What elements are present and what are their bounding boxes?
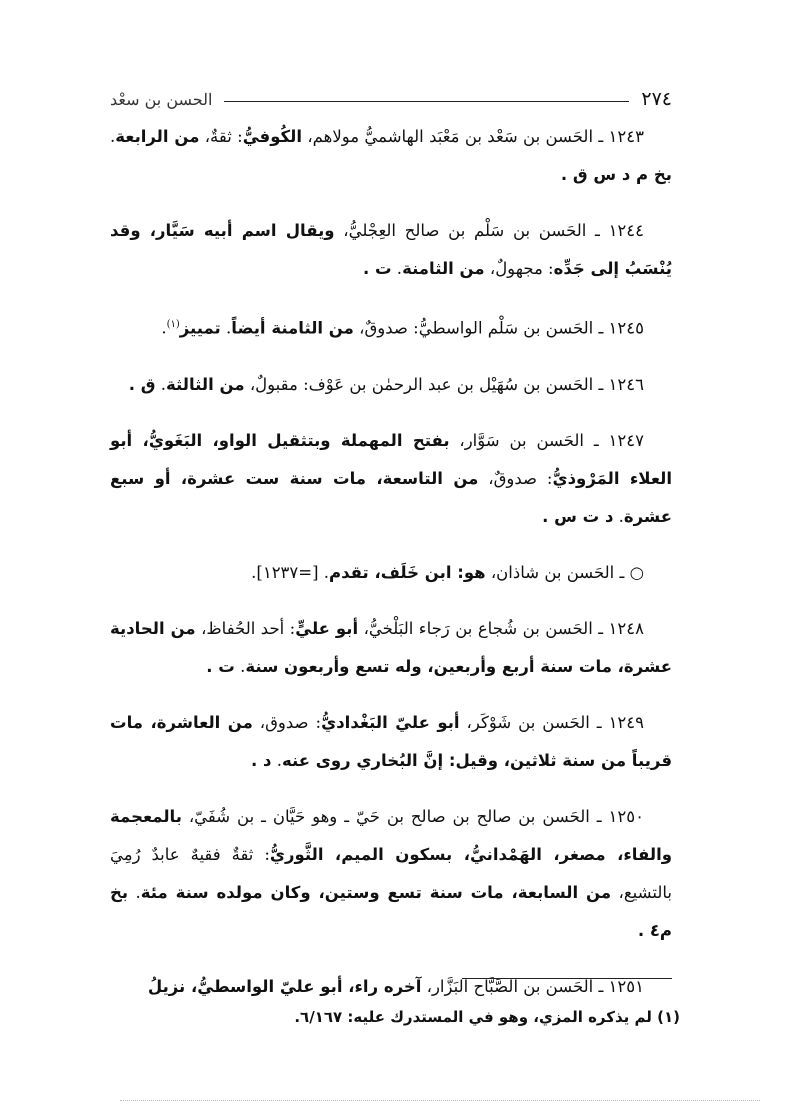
rijal-codes: د . xyxy=(251,750,272,770)
entry-bold: من الحادية عشرة، مات سنة أربع وأربعين، وله تسع وأربعون سنة xyxy=(110,618,672,676)
scan-edge xyxy=(120,1100,760,1111)
entry-1245 xyxy=(110,306,672,348)
entry-text: : صدوق، xyxy=(252,712,322,732)
entry-1248 xyxy=(110,610,672,686)
header-rule xyxy=(224,101,629,102)
entry-text: ١٢٤٦ ـ الحَسن بن سُهَيْل بن عبد الرحمٰن بن عَوْف: مقبولٌ، xyxy=(244,374,644,394)
entry-bold: من الثامنة xyxy=(402,259,485,278)
entry-text: . xyxy=(391,259,403,278)
entry-text: ١٢٤٨ ـ الحَسن بن شُجاع بن رَجاء البَلْخيُّ، xyxy=(358,618,644,638)
entry-bold: من الثامنة أيضاً xyxy=(231,318,354,338)
entry-1246 xyxy=(110,366,672,404)
entry-bold: تمييز xyxy=(179,318,221,338)
entry-text: ١٢٤٩ ـ الحَسن بن شَوْكَر، xyxy=(459,712,645,732)
entry-text: . xyxy=(234,656,246,676)
entries-list xyxy=(110,118,672,1024)
entry-bold: أبو عليٍّ xyxy=(295,618,359,638)
entry-text: ١٢٤٤ ـ الحَسن بن سَلْم بن صالح العِجْليُّ، xyxy=(334,221,645,240)
entry-text: ١٢٥١ ـ الحَسن بن الصَّبَّاح البَزَّار، xyxy=(421,976,644,996)
entry-text: ١٢٤٣ ـ الحَسن بن سَعْد بن مَعْبَد الهاشميُّ مولاهم، xyxy=(302,127,644,146)
rijal-codes: بخ م٤ . xyxy=(110,882,672,940)
entry-1250 xyxy=(110,798,672,950)
footnote-divider xyxy=(462,978,672,979)
entry-text: . xyxy=(271,750,282,770)
entry-bold: من السابعة، مات سنة تسع وستين، وكان مولده سنة مئة xyxy=(140,882,612,902)
rijal-codes: د ت س . xyxy=(542,506,614,526)
entry-text: : ثقةٌ، xyxy=(199,127,243,146)
entry-text: . xyxy=(128,882,141,902)
rijal-codes: ت . xyxy=(206,656,235,676)
footnote-marker: (١) xyxy=(166,319,180,330)
rijal-codes: بخ م د س ق . xyxy=(560,165,672,184)
entry-1243 xyxy=(110,118,672,194)
entry-text: . xyxy=(613,506,624,526)
footnote: (١) لم يذكره المزي، وهو في المستدرك عليه: ٦/١٦٧. xyxy=(294,1008,680,1026)
entry-bold: الكُوفيُّ xyxy=(242,127,303,146)
entry-text: . [=١٢٣٧]. xyxy=(251,562,330,582)
rijal-codes: ت . xyxy=(362,259,392,278)
entry-bold: من الثالثة xyxy=(166,374,245,394)
entry-text: : مجهولٌ، xyxy=(484,259,554,278)
entry-text: . xyxy=(110,127,116,146)
entry-bold: من الرابعة xyxy=(115,127,200,146)
page-number: ٢٧٤ xyxy=(641,88,672,110)
entry-bold: أبو عليّ البَغْداديُّ xyxy=(321,712,460,732)
running-title: الحسن بن سعْد xyxy=(110,89,213,109)
entry-text: . xyxy=(161,318,167,338)
entry-bold: هو: ابن خَلَف، تقدم xyxy=(329,562,486,582)
entry-text: : صدوقٌ، xyxy=(478,468,553,488)
entry-text: : أحد الحُفاظ، xyxy=(195,618,296,638)
entry-text: ١٢٥٠ ـ الحَسن بن صالح بن صالح بن حَيّ ـ وهو حَيَّان ـ بن شُفَيّ، xyxy=(181,806,644,826)
entry-text: . xyxy=(220,318,232,338)
entry-text: ○ ـ الحَسن بن شاذان، xyxy=(485,562,644,582)
entry-text: ١٢٤٧ ـ الحَسن بن سَوَّار، xyxy=(449,430,644,450)
entry-text: ١٢٤٥ ـ الحَسن بن سَلْم الواسطيُّ: صدوقٌ، xyxy=(353,318,644,338)
entry-bold: بفتح المهملة وبتثقيل الواو، البَغَويُّ، أبو العلاء المَرْوذيُّ xyxy=(110,430,672,488)
entry-cross-reference xyxy=(110,554,672,592)
entry-bold: من العاشرة، مات قريباً من سنة ثلاثين، وقيل: إنَّ البُخاري روى عنه xyxy=(110,712,672,770)
page-header xyxy=(110,84,672,114)
entry-1249 xyxy=(110,704,672,780)
entry-1247 xyxy=(110,422,672,536)
entry-bold: بالمعجمة والفاء، مصغر، الهَمْدانيُّ، بسكون الميم، الثَّوريُّ xyxy=(110,806,672,864)
entry-bold: ويقال اسم أبيه سَيَّار، وقد يُنْسَبُ إلى جَدِّه xyxy=(110,221,672,278)
entry-1244 xyxy=(110,212,672,288)
entry-text: . xyxy=(155,374,167,394)
entry-bold: آخره راء، أبو عليّ الواسطيُّ، نزيلُ xyxy=(147,976,422,996)
entry-text: : ثقةٌ فقيهٌ عابدٌ رُمِيَ بالتشيع، xyxy=(110,844,672,902)
entry-1251 xyxy=(110,968,672,1006)
entry-bold: من التاسعة، مات سنة ست عشرة، أو سبع عشرة xyxy=(110,468,672,526)
rijal-codes: ق . xyxy=(128,374,156,394)
